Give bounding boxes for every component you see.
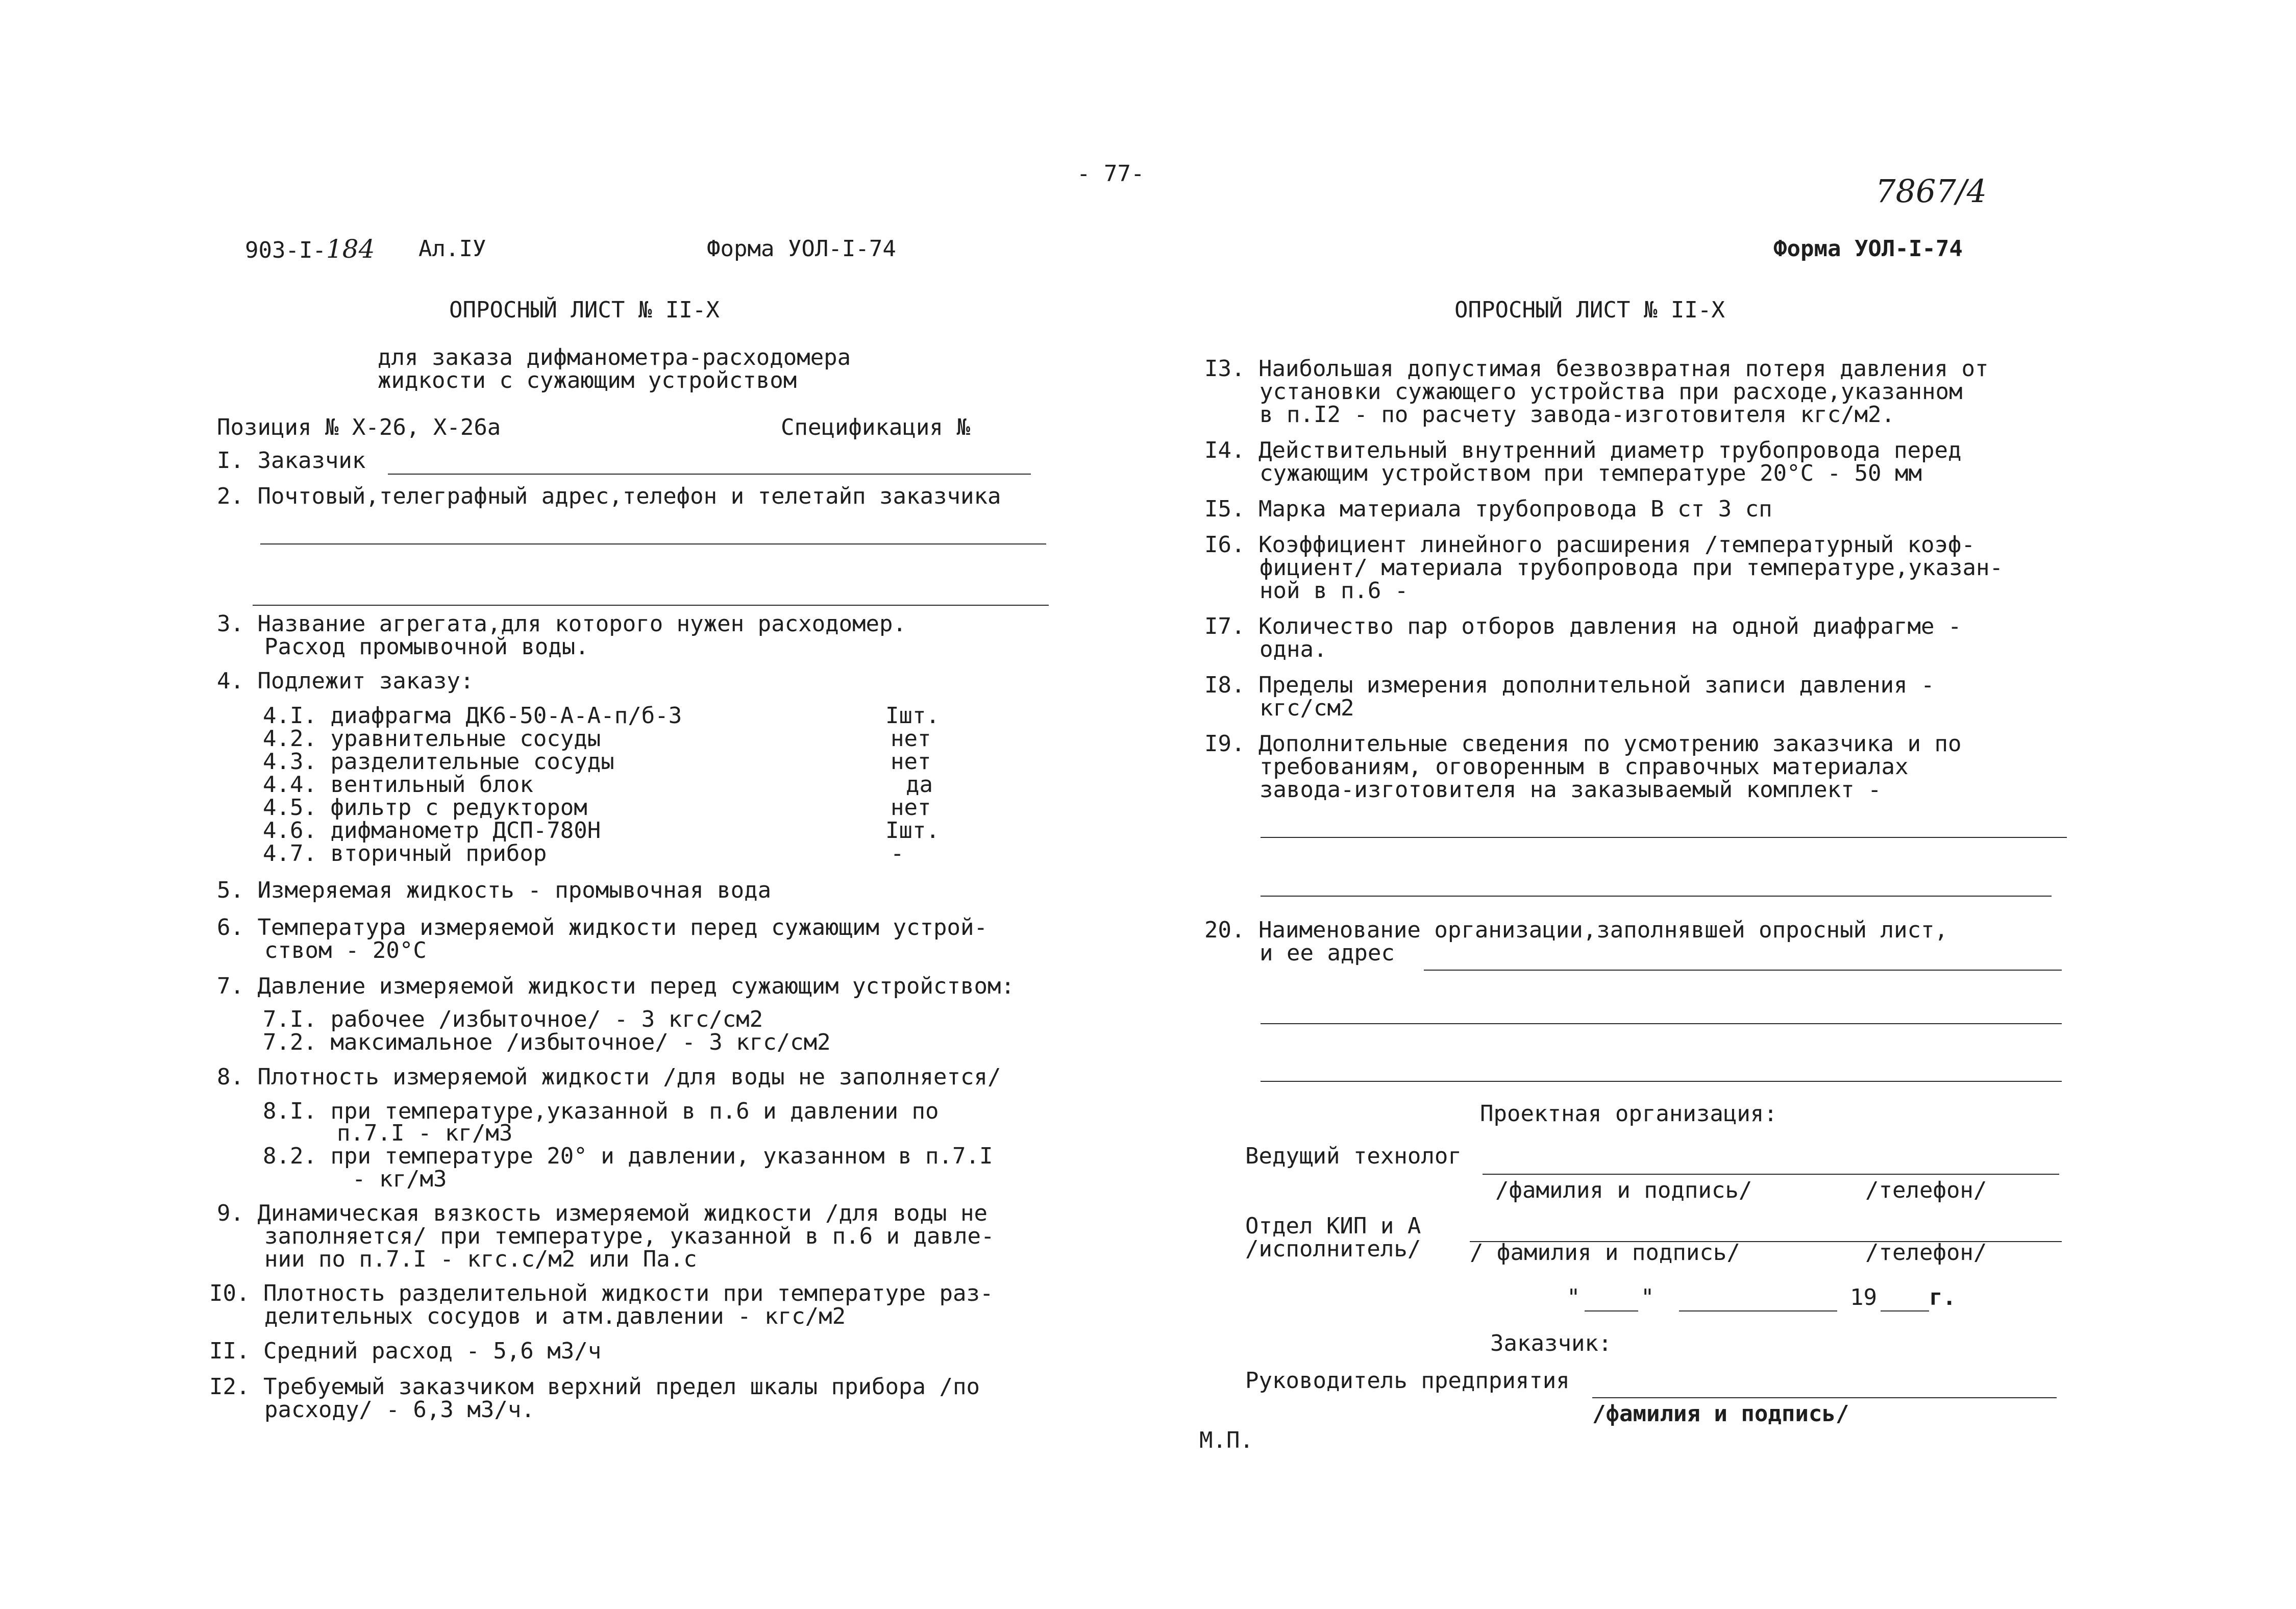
item-text: Температура измеряемой жидкости перед сужающим устрой- xyxy=(257,914,987,940)
item-16 xyxy=(1204,533,1975,557)
item-text: Наибольшая допустимая безвозвратная потеря давления от xyxy=(1258,356,1989,382)
doc-code-printed: 903-I- xyxy=(245,237,326,263)
item-20-fill-line-2 xyxy=(1261,1023,2062,1024)
left-subtitle-1: для заказа дифманометра-расходомера xyxy=(378,344,851,370)
item-text: Количество пар отборов давления на одной диафрагме - xyxy=(1258,613,1962,639)
item-text: Коэффициент линейного расширения /температурный коэф- xyxy=(1258,532,1975,558)
item-1 xyxy=(217,449,365,473)
item-10 xyxy=(209,1282,993,1305)
date-year-line xyxy=(1881,1310,1929,1311)
item-12 xyxy=(209,1375,980,1399)
item-number: 8. xyxy=(217,1064,244,1090)
subitem-value: - xyxy=(891,840,904,867)
item-20-cont: и ее адрес xyxy=(1260,940,1395,966)
item-8-2-cont: - кг/м3 xyxy=(352,1166,447,1192)
subitem-value: нет xyxy=(891,749,931,775)
item-10-cont: делительных сосудов и атм.давлении - кгс/м2 xyxy=(264,1303,846,1329)
item-3 xyxy=(217,612,906,636)
address-fill-line-2 xyxy=(253,605,1049,606)
item-5 xyxy=(217,879,771,902)
item-text: Динамическая вязкость измеряемой жидкости /для воды не xyxy=(257,1200,987,1226)
item-20 xyxy=(1204,919,1948,942)
item-17 xyxy=(1204,615,1961,638)
position-field: Позиция № X-26, X-26а xyxy=(217,414,501,440)
item-18 xyxy=(1204,674,1935,697)
subitem-text: уравнительные сосуды xyxy=(330,726,601,752)
item-6-cont: ством - 20°С xyxy=(264,937,427,963)
design-org-heading: Проектная организация: xyxy=(1480,1101,1777,1127)
item-7-1 xyxy=(263,1008,763,1031)
left-title: ОПРОСНЫЙ ЛИСТ № II-X xyxy=(449,297,720,323)
date-quote-open: " xyxy=(1567,1284,1581,1310)
lead-tech-phone-caption: /телефон/ xyxy=(1865,1177,1987,1203)
subitem-value: Iшт. xyxy=(885,818,940,844)
item-number: I0. xyxy=(209,1280,250,1306)
enterprise-head-caption: /фамилия и подпись/ xyxy=(1592,1401,1849,1427)
item-13 xyxy=(1204,357,1988,381)
customer-heading: Заказчик: xyxy=(1490,1330,1612,1356)
lead-tech-name-caption: /фамилия и подпись/ xyxy=(1495,1177,1752,1203)
left-form-code: Форма УОЛ-I-74 xyxy=(707,236,896,262)
item-text: Дополнительные сведения по усмотрению заказчика и по xyxy=(1258,731,1962,757)
item-number: 4. xyxy=(217,668,244,694)
item-19-cont-2: завода-изготовителя на заказываемый комплект - xyxy=(1260,777,1882,803)
item-20-fill-line-3 xyxy=(1261,1081,2062,1082)
subitem-text: диафрагма ДК6-50-А-А-п/б-3 xyxy=(330,703,682,729)
subitem-row xyxy=(263,842,547,865)
item-9-cont-1: заполняется/ при температуре, указанной в п.6 и давле- xyxy=(264,1223,995,1249)
item-number: 5. xyxy=(217,877,244,903)
item-16-cont-2: ной в п.6 - xyxy=(1260,578,1409,604)
subitem-number: 4.3. xyxy=(263,749,317,775)
item-8-2 xyxy=(263,1145,993,1168)
item-11 xyxy=(209,1340,601,1363)
item-7-2 xyxy=(263,1031,831,1054)
item-18-cont: кгс/см2 xyxy=(1260,695,1354,721)
item-14-cont: сужающим устройством при температуре 20°С - 50 мм xyxy=(1260,460,1922,486)
item-19-fill-line-2 xyxy=(1261,896,2052,897)
item-15 xyxy=(1204,498,1772,521)
subitem-number: 4.7. xyxy=(263,840,317,867)
right-form-code: Форма УОЛ-I-74 xyxy=(1773,236,1963,262)
item-14 xyxy=(1204,439,1961,462)
date-month-line xyxy=(1679,1310,1837,1311)
item-text: Давление измеряемой жидкости перед сужающим устройством: xyxy=(257,973,1015,999)
item-text: Наименование организации,заполнявшей опросный лист, xyxy=(1258,917,1948,943)
subitem-text: вентильный блок xyxy=(330,772,533,798)
item-8 xyxy=(217,1066,1001,1089)
item-3-cont: Расход промывочной воды. xyxy=(264,634,589,660)
subitem-row xyxy=(263,773,533,797)
item-13-cont-2: в п.I2 - по расчету завода-изготовителя кгс/м2. xyxy=(1260,402,1895,428)
item-number: 8.I. xyxy=(263,1098,317,1124)
item-text: Средний расход - 5,6 м3/ч xyxy=(263,1338,602,1364)
subitem-value: нет xyxy=(891,795,931,821)
subitem-row xyxy=(263,750,614,774)
item-text: Пределы измерения дополнительной записи давления - xyxy=(1258,672,1935,698)
enterprise-head-line xyxy=(1592,1397,2057,1398)
date-year-suffix: г. xyxy=(1929,1284,1956,1310)
doc-code xyxy=(245,234,375,264)
date-quote-close: " xyxy=(1641,1284,1655,1310)
item-number: 9. xyxy=(217,1200,244,1226)
subitem-text: дифманометр ДСП-780Н xyxy=(330,818,601,844)
subitem-row xyxy=(263,796,587,820)
item-text: максимальное /избыточное/ - 3 кгс/см2 xyxy=(330,1029,831,1055)
subitem-number: 4.6. xyxy=(263,818,317,844)
item-text: Плотность измеряемой жидкости /для воды не заполняется/ xyxy=(257,1064,1001,1090)
date-day-line xyxy=(1585,1310,1638,1311)
item-number: I4. xyxy=(1204,437,1245,463)
item-text: Название агрегата,для которого нужен расходомер. xyxy=(257,611,907,637)
address-fill-line-1 xyxy=(260,543,1046,544)
specification-field: Спецификация № xyxy=(781,414,970,440)
seal-place: М.П. xyxy=(1199,1427,1253,1453)
item-17-cont: одна. xyxy=(1260,636,1327,662)
item-7 xyxy=(217,975,1015,998)
left-subtitle-2: жидкости с сужающим устройством xyxy=(378,367,797,393)
item-number: I. xyxy=(217,448,244,474)
item-text: Измеряемая жидкость - промывочная вода xyxy=(257,877,772,903)
date-year-prefix: 19 xyxy=(1850,1284,1877,1310)
item-20-fill-line-1 xyxy=(1424,970,2062,971)
item-12-cont: расходу/ - 6,3 м3/ч. xyxy=(264,1397,535,1423)
page-number: - 77- xyxy=(1077,161,1145,187)
dept-name-caption: / фамилия и подпись/ xyxy=(1470,1240,1740,1266)
archive-stamp: 7867/4 xyxy=(1875,172,1987,210)
subitem-text: разделительные сосуды xyxy=(330,749,614,775)
lead-technologist-line xyxy=(1483,1174,2059,1175)
item-text: Заказчик xyxy=(257,448,366,474)
item-number: 6. xyxy=(217,914,244,940)
item-number: 2. xyxy=(217,483,244,509)
item-number: 20. xyxy=(1204,917,1245,943)
subitem-number: 4.I. xyxy=(263,703,317,729)
item-2 xyxy=(217,485,1001,508)
item-16-cont-1: фициент/ материала трубопровода при температуре,указан- xyxy=(1260,555,2003,581)
item-number: I5. xyxy=(1204,496,1245,522)
doc-album: Ал.IУ xyxy=(418,236,486,262)
dept-phone-caption: /телефон/ xyxy=(1865,1240,1987,1266)
item-19 xyxy=(1204,732,1961,756)
item-text: Марка материала трубопровода В ст 3 сп xyxy=(1258,496,1772,522)
subitem-number: 4.5. xyxy=(263,795,317,821)
item-text: Требуемый заказчиком верхний предел шкалы прибора /по xyxy=(263,1374,980,1400)
subitem-text: вторичный прибор xyxy=(330,840,547,867)
dept-label-1: Отдел КИП и А xyxy=(1245,1213,1421,1239)
item-number: I8. xyxy=(1204,672,1245,698)
doc-code-handwritten: 184 xyxy=(326,234,375,264)
item-19-fill-line-1 xyxy=(1261,837,2067,838)
subitem-row xyxy=(263,819,601,843)
item-text: Подлежит заказу: xyxy=(257,668,474,694)
subitem-row xyxy=(263,704,682,728)
item-number: I2. xyxy=(209,1374,250,1400)
item-19-cont-1: требованиям, оговоренным в справочных материалах xyxy=(1260,754,1909,780)
subitem-number: 4.4. xyxy=(263,772,317,798)
item-text: Действительный внутренний диаметр трубопровода перед xyxy=(1258,437,1962,463)
item-13-cont-1: установки сужающего устройства при расходе,указанном xyxy=(1260,379,1963,405)
subitem-value: Iшт. xyxy=(885,703,940,729)
item-text: при температуре 20° и давлении, указанном в п.7.I xyxy=(330,1143,993,1169)
subitem-text: фильтр с редуктором xyxy=(330,795,587,821)
subitem-row xyxy=(263,727,601,751)
item-number: I9. xyxy=(1204,731,1245,757)
subitem-value: да xyxy=(906,772,933,798)
item-text: рабочее /избыточное/ - 3 кгс/см2 xyxy=(330,1006,763,1032)
item-9 xyxy=(217,1202,987,1225)
subitem-number: 4.2. xyxy=(263,726,317,752)
dept-label-2: /исполнитель/ xyxy=(1245,1236,1421,1262)
item-8-1-cont: п.7.I - кг/м3 xyxy=(337,1120,513,1146)
item-number: 7. xyxy=(217,973,244,999)
item-number: 7.I. xyxy=(263,1006,317,1032)
customer-fill-line xyxy=(388,474,1031,475)
item-text: Почтовый,телеграфный адрес,телефон и телетайп заказчика xyxy=(257,483,1001,509)
item-number: II. xyxy=(209,1338,250,1364)
item-number: 8.2. xyxy=(263,1143,317,1169)
item-text: при температуре,указанной в п.6 и давлении по xyxy=(330,1098,939,1124)
item-4 xyxy=(217,670,474,693)
item-9-cont-2: нии по п.7.I - кгс.с/м2 или Па.с xyxy=(264,1246,697,1272)
item-text: Плотность разделительной жидкости при температуре раз- xyxy=(263,1280,994,1306)
item-number: I6. xyxy=(1204,532,1245,558)
item-number: I3. xyxy=(1204,356,1245,382)
item-6 xyxy=(217,916,987,939)
item-number: I7. xyxy=(1204,613,1245,639)
lead-technologist-label: Ведущий технолог xyxy=(1245,1143,1462,1169)
subitem-value: нет xyxy=(891,726,931,752)
enterprise-head-label: Руководитель предприятия xyxy=(1245,1368,1570,1394)
item-number: 7.2. xyxy=(263,1029,317,1055)
item-number: 3. xyxy=(217,611,244,637)
right-title: ОПРОСНЫЙ ЛИСТ № II-X xyxy=(1454,297,1725,323)
